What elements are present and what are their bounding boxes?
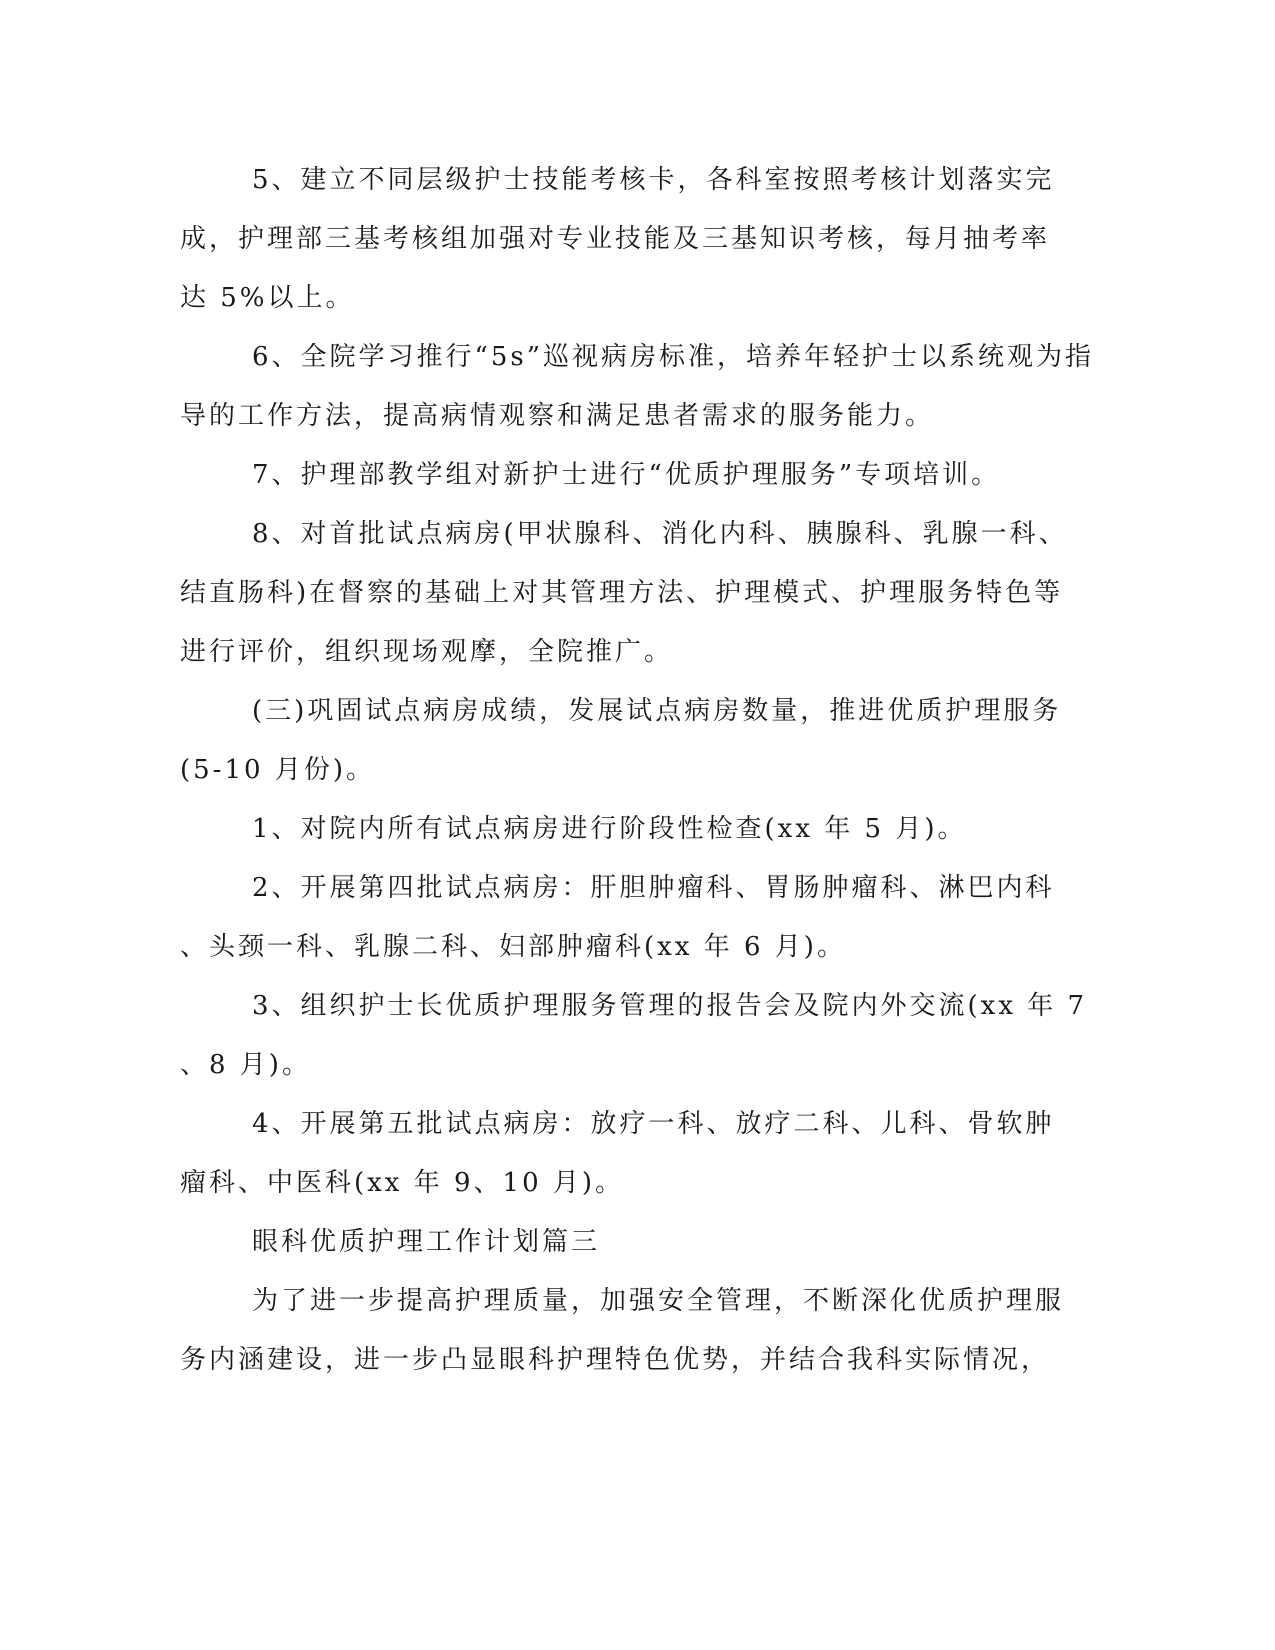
section-3-heading-line-2: (5-10 月份)。	[180, 755, 375, 785]
paragraph-8-line-2: 结直肠科)在督察的基础上对其管理方法、护理模式、护理服务特色等	[180, 578, 1064, 608]
intro-paragraph-line-1: 为了进一步提高护理质量，加强安全管理，不断深化优质护理服	[252, 1286, 1065, 1316]
paragraph-6-line-1: 6、全院学习推行“5s”巡视病房标准，培养年轻护士以系统观为指	[252, 342, 1095, 372]
section-3-heading-line-1: (三)巩固试点病房成绩，发展试点病房数量，推进优质护理服务	[252, 696, 1062, 726]
item-3-line-1: 3、组织护士长优质护理服务管理的报告会及院内外交流(xx 年 7	[252, 991, 1088, 1021]
paragraph-5-line-3: 达 5%以上。	[180, 283, 355, 313]
intro-paragraph-line-2: 务内涵建设，进一步凸显眼科护理特色优势，并结合我科实际情况，	[180, 1345, 1051, 1375]
section-title: 眼科优质护理工作计划篇三	[252, 1227, 601, 1257]
paragraph-6-line-2: 导的工作方法，提高病情观察和满足患者需求的服务能力。	[180, 401, 935, 431]
item-4-line-1: 4、开展第五批试点病房：放疗一科、放疗二科、儿科、骨软肿	[252, 1109, 1055, 1139]
paragraph-7-line-1: 7、护理部教学组对新护士进行“优质护理服务”专项培训。	[252, 460, 1001, 490]
paragraph-8-line-3: 进行评价，组织现场观摩，全院推广。	[180, 637, 674, 667]
paragraph-5-line-2: 成，护理部三基考核组加强对专业技能及三基知识考核，每月抽考率	[180, 224, 1051, 254]
item-2-line-1: 2、开展第四批试点病房：肝胆肿瘤科、胃肠肿瘤科、淋巴内科	[252, 873, 1055, 903]
paragraph-8-line-1: 8、对首批试点病房(甲状腺科、消化内科、胰腺科、乳腺一科、	[252, 519, 1068, 549]
item-3-line-2: 、8 月)。	[180, 1050, 311, 1080]
paragraph-5-line-1: 5、建立不同层级护士技能考核卡，各科室按照考核计划落实完	[252, 165, 1055, 195]
item-1-line-1: 1、对院内所有试点病房进行阶段性检查(xx 年 5 月)。	[252, 814, 967, 844]
item-2-line-2: 、头颈一科、乳腺二科、妇部肿瘤科(xx 年 6 月)。	[180, 932, 846, 962]
item-4-line-2: 瘤科、中医科(xx 年 9、10 月)。	[180, 1168, 625, 1198]
